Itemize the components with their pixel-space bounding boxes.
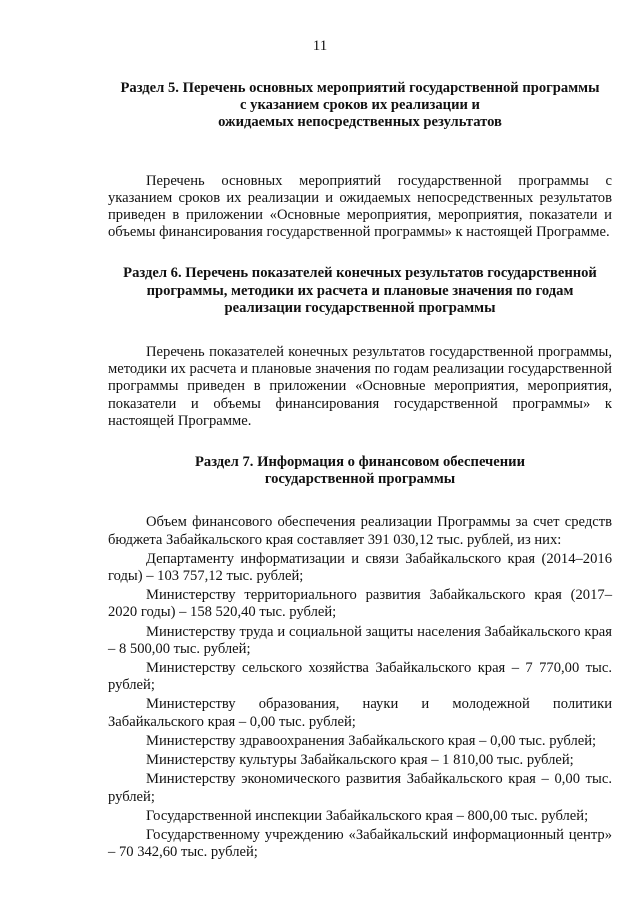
allocation-item: Министерству образования, науки и молодежной политики Забайкальского края – 0,00 тыс. рублей; <box>108 696 612 730</box>
section-5-paragraph: Перечень основных мероприятий государственной программы с указанием сроков их реализации и ожидаемых непосредственных результатов приведен в приложении «Основные мероприятия, мероприятия, показатели и объемы финансирования государственной программы» к настоящей Программе. <box>108 172 612 241</box>
heading-line: программы, методики их расчета и плановые значения по годам <box>146 282 574 299</box>
page-number: 11 <box>312 38 328 54</box>
section-6-heading <box>108 265 612 317</box>
allocation-item: Государственной инспекции Забайкальского края – 800,00 тыс. рублей; <box>146 807 589 824</box>
heading-line: ожидаемых непосредственных результатов <box>218 114 502 131</box>
heading-line: с указанием сроков их реализации и <box>240 97 480 114</box>
page-content <box>108 80 612 863</box>
section-5-heading <box>108 80 612 132</box>
allocation-item: Департаменту информатизации и связи Забайкальского края (2014–2016 годы) – 103 757,12 тыс. рублей; <box>108 550 612 585</box>
heading-line: Раздел 5. Перечень основных мероприятий государственной программы <box>120 80 600 96</box>
heading-line: государственной программы <box>264 471 456 488</box>
section-7-intro: Объем финансового обеспечения реализации Программы за счет средств бюджета Забайкальского края составляет 391 030,12 тыс. рублей, из них: <box>108 514 612 548</box>
allocation-item: Государственному учреждению «Забайкальский информационный центр» – 70 342,60 тыс. рублей; <box>108 826 612 861</box>
section-7-heading <box>108 454 612 488</box>
allocation-item: Министерству сельского хозяйства Забайкальского края – 7 770,00 тыс. рублей; <box>108 660 612 694</box>
heading-line: Раздел 6. Перечень показателей конечных результатов государственной <box>123 265 597 282</box>
allocation-item: Министерству территориального развития Забайкальского края (2017–2020 годы) – 158 520,40 тыс. рублей; <box>108 587 612 621</box>
heading-line: Раздел 7. Информация о финансовом обеспечении <box>194 454 525 471</box>
section-6-paragraph: Перечень показателей конечных результатов государственной программы, методики их расчета и плановые значения по годам реализации государственной программы приведен в приложении «Основные мероприятия, мероприятия, показатели и объемы финансирования государственной программы» к настоящей Программе. <box>108 344 612 429</box>
allocation-item: Министерству экономического развития Забайкальского края – 0,00 тыс. рублей; <box>108 771 612 805</box>
allocation-item: Министерству культуры Забайкальского края – 1 810,00 тыс. рублей; <box>146 752 574 769</box>
allocation-item: Министерству здравоохранения Забайкальского края – 0,00 тыс. рублей; <box>146 732 597 749</box>
allocation-item: Министерству труда и социальной защиты населения Забайкальского края – 8 500,00 тыс. рублей; <box>108 623 612 657</box>
heading-line: реализации государственной программы <box>224 299 496 316</box>
